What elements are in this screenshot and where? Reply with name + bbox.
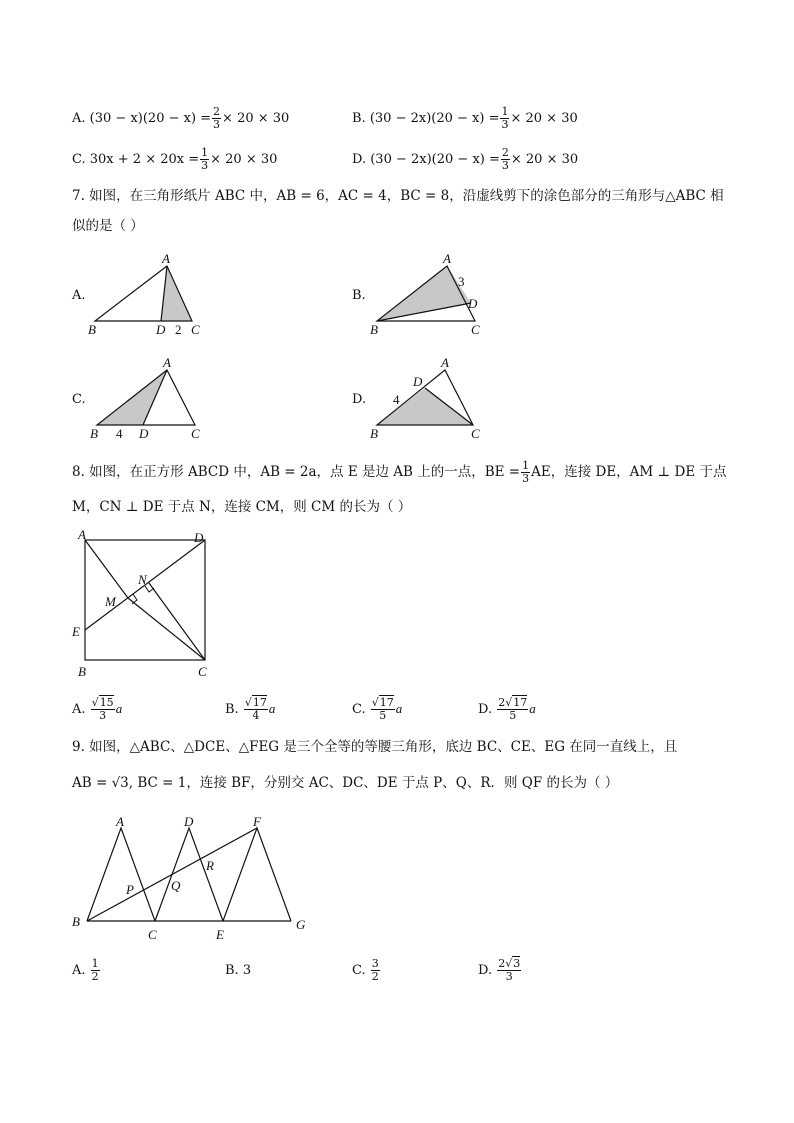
q8-option-d[interactable]: D. $\frac{2√17}{5}$ a (478, 696, 536, 722)
option-letter: B. (352, 111, 366, 126)
q7-figure-d (365, 352, 495, 444)
option-letter: D. (352, 152, 367, 167)
option-expr: (30 − x)(20 − x) = (89, 111, 212, 126)
label-P: P (126, 882, 134, 897)
option-expr: (30 − 2x)(20 − x) = (370, 152, 500, 167)
label-C: C (148, 927, 157, 942)
label-C: C (191, 322, 200, 337)
q7-figure-b (365, 248, 495, 340)
label-C: C (471, 426, 480, 441)
q9-figure-triangles (66, 808, 326, 948)
option-letter: C. (72, 152, 86, 167)
label-F: F (253, 814, 261, 829)
label-D: D (184, 814, 194, 829)
label-B: B (72, 914, 80, 929)
q7-option-a-letter[interactable]: A. (72, 288, 86, 303)
q7-figure-a (85, 248, 215, 340)
fraction: $\frac{2√17}{5}$ (498, 696, 528, 722)
q6-option-a[interactable] (72, 106, 289, 131)
label-E: E (216, 927, 224, 942)
label-length-4: 4 (116, 426, 123, 441)
fraction: $\frac{2}{3}$ (501, 146, 509, 172)
q9-option-b[interactable]: B. 3 (225, 963, 252, 978)
label-A: A (162, 251, 170, 266)
fraction: $\frac{2}{3}$ (213, 105, 221, 131)
q8-option-c[interactable]: C. $\frac{√17}{5}$ a (352, 696, 403, 722)
label-D: D (468, 296, 478, 311)
label-B: B (370, 426, 378, 441)
q7-stem-line1: 7. 如图，在三角形纸片 ABC 中，AB = 6，AC = 4，BC = 8，沿虚线剪下的涂色部分的三角形与△ABC 相 (72, 188, 724, 204)
label-R: R (206, 858, 214, 873)
label-D: D (139, 426, 149, 441)
q6-option-d[interactable] (352, 147, 578, 172)
label-D: D (194, 530, 204, 545)
fraction: $\frac{1}{3}$ (501, 105, 509, 131)
label-length-3: 3 (458, 274, 465, 289)
q8-option-b[interactable]: B. $\frac{√17}{4}$ a (225, 696, 276, 722)
label-A: A (443, 251, 451, 266)
q9-option-a[interactable]: A. $\frac{1}{2}$ (72, 957, 99, 983)
option-expr: 30x + 2 × 20x = (89, 152, 200, 167)
label-B: B (370, 322, 378, 337)
fraction: $\frac{2√3}{3}$ (498, 957, 521, 983)
fraction: $\frac{√17}{5}$ (371, 696, 394, 722)
label-A: A (116, 814, 124, 829)
label-Q: Q (171, 878, 181, 893)
label-length-4: 4 (393, 392, 400, 407)
label-A: A (441, 355, 449, 370)
q6-option-c[interactable] (72, 147, 277, 172)
q8-stem-line2: M，CN ⊥ DE 于点 N，连接 CM，则 CM 的长为（ ） (72, 499, 412, 515)
label-C: C (198, 664, 207, 679)
option-expr-tail: × 20 × 30 (210, 152, 278, 167)
q8-stem-line1: 8. 如图，在正方形 ABCD 中，AB = 2a，点 E 是边 AB 上的一点，BE = $\frac{1}{3}$ AE，连接 DE，AM ⊥ DE 于点 (72, 459, 727, 485)
fraction: $\frac{3}{2}$ (371, 957, 379, 983)
label-C: C (471, 322, 480, 337)
label-C: C (191, 426, 200, 441)
q7-option-b-letter[interactable]: B. (352, 288, 366, 303)
option-expr: (30 − 2x)(20 − x) = (369, 111, 500, 126)
fraction: $\frac{1}{2}$ (91, 957, 99, 983)
label-G: G (296, 917, 306, 932)
q7-stem-line2: 似的是（ ） (72, 218, 144, 234)
q7-figure-c (85, 352, 215, 444)
label-B: B (78, 664, 86, 679)
fraction: $\frac{1}{3}$ (201, 146, 209, 172)
q7-option-c-letter[interactable]: C. (72, 392, 86, 407)
label-D: D (413, 374, 423, 389)
label-M: M (105, 594, 116, 609)
option-letter: A. (72, 111, 86, 126)
q7-option-d-letter[interactable]: D. (352, 392, 367, 407)
label-E: E (72, 624, 80, 639)
label-A: A (163, 355, 171, 370)
q9-option-c[interactable]: C. $\frac{3}{2}$ (352, 957, 379, 983)
q8-option-a[interactable]: A. $\frac{√15}{3}$ a (72, 696, 123, 722)
option-expr-tail: × 20 × 30 (510, 111, 578, 126)
q9-stem-line2: AB = √3, BC = 1，连接 BF，分别交 AC、DC、DE 于点 P、Q、R．则 QF 的长为（ ） (72, 775, 619, 791)
fraction: $\frac{√17}{4}$ (244, 696, 267, 722)
option-expr-tail: × 20 × 30 (222, 111, 290, 126)
q8-figure-square (70, 528, 220, 683)
label-A: A (78, 528, 86, 542)
fraction: $\frac{1}{3}$ (522, 459, 530, 485)
q9-option-d[interactable]: D. $\frac{2√3}{3}$ (478, 957, 521, 983)
q6-option-b[interactable] (352, 106, 578, 131)
label-length-2: 2 (175, 322, 182, 337)
label-B: B (88, 322, 96, 337)
label-N: N (138, 572, 147, 587)
q9-stem-line1: 9. 如图，△ABC、△DCE、△FEG 是三个全等的等腰三角形，底边 BC、CE、EG 在同一直线上，且 (72, 739, 678, 755)
label-D: D (156, 322, 166, 337)
fraction: $\frac{√15}{3}$ (91, 696, 114, 722)
label-B: B (90, 426, 98, 441)
option-expr-tail: × 20 × 30 (510, 152, 579, 167)
